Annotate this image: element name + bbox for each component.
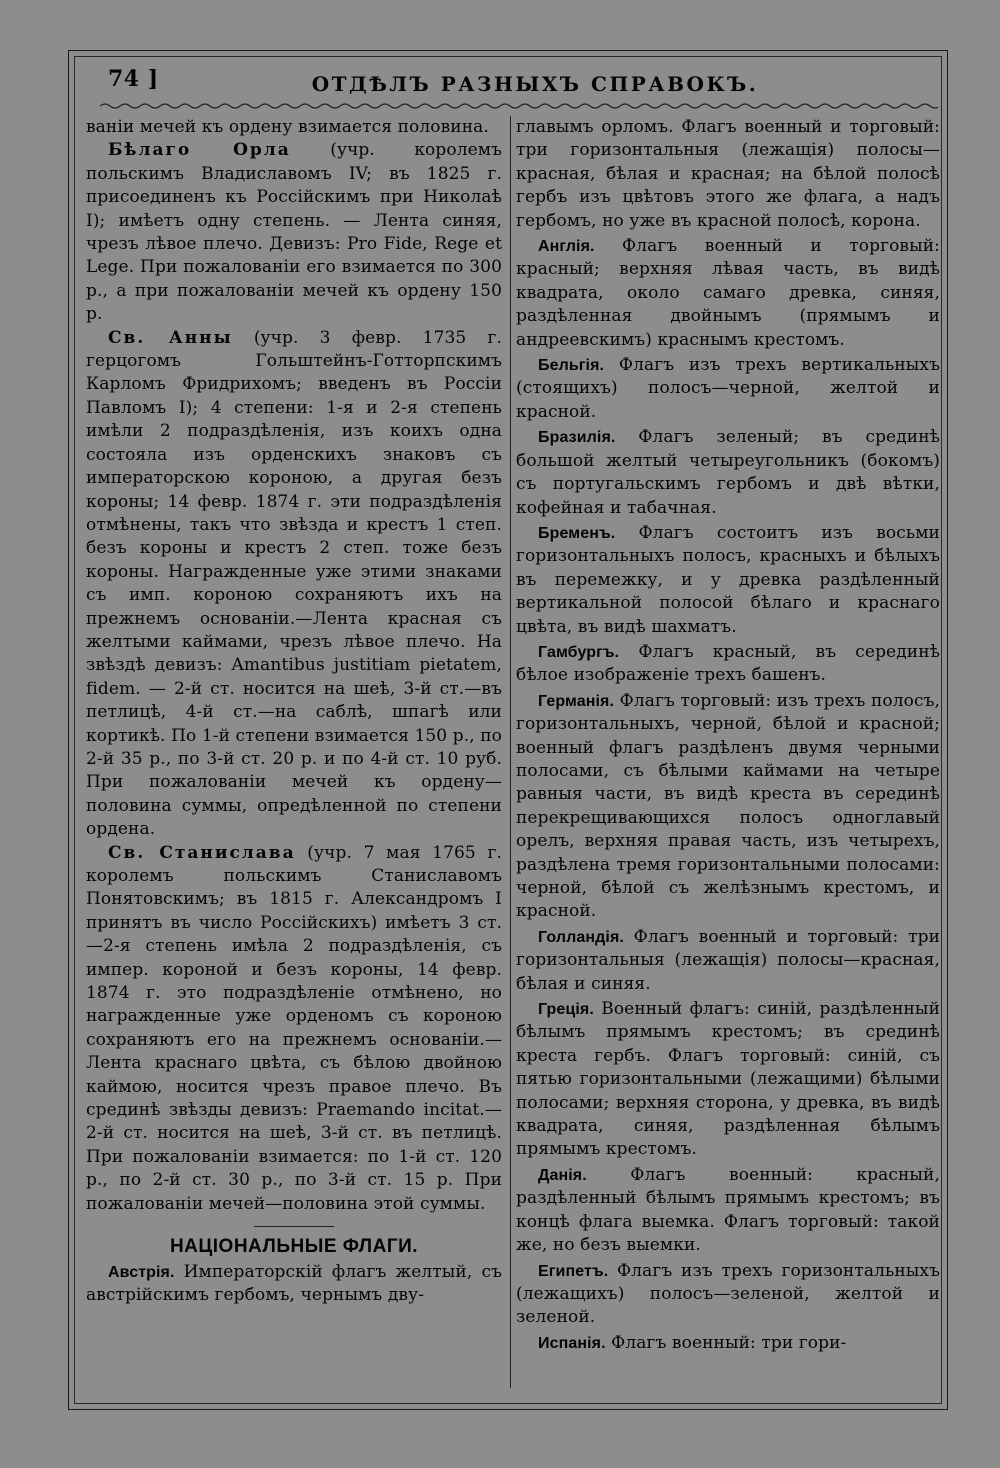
order-st-anna: Св. Анны (учр. 3 февр. 1735 г. герцогомъ Гольштейнъ-Готторпскимъ Карломъ Фридрихомъ; введенъ въ Россіи Павломъ I); 4 степени: 1-я и 2-я степень имѣли 2 подраздѣленія, изъ коихъ одна состояла изъ орденскихъ знаковъ съ императорскою короною, а другая безъ короны; 14 февр. 1874 г. эти подраздѣленія отмѣнены, такъ что звѣзда и крестъ 1 степ. безъ короны и крестъ 2 степ. тоже безъ короны. Награжденные уже этими знаками съ имп. короною сохраняютъ ихъ на прежнемъ основаніи.—Лента красная съ желтыми каймами, чрезъ лѣвое плечо. На звѣздѣ девизъ: Amantibus justitiam pietatem, fidem. — 2-й ст. носится на шеѣ, 3-й ст.—въ петлицѣ, 4-й ст.—на саблѣ, шпагѣ или кортикѣ. По 1-й степени взимается 150 р., по 2-й 35 р., по 3-й ст. 20 р. и по 4-й ст. 10 руб. При пожалованіи мечей къ ордену—половина суммы, опредѣленной по степени ордена. (86, 327, 502, 840)
flag-england: Англія. Флагъ военный и торговый: красный; верхняя лѣвая часть, въ видѣ квадрата, около самаго древка, синяя, раздѣленная двойнымъ (прямымъ и андреевскимъ) краснымъ крестомъ. (516, 236, 940, 350)
country-name: Данія. (538, 1166, 587, 1184)
country-name: Бременъ. (538, 524, 616, 542)
flag-germany: Германія. Флагъ торговый: изъ трехъ полосъ, горизонтальныхъ, черной, бѣлой и красной; военный флагъ раздѣленъ двумя черными полосами, съ бѣлыми каймами на четыре равныя части, въ видѣ креста въ серединѣ перекрещивающихся полосъ одноглавый орелъ, верхняя правая часть, изъ четырехъ, раздѣлена тремя горизонтальными полосами: черной, бѣлой съ желѣзнымъ крестомъ, и красной. (516, 690, 940, 922)
country-name: Бразилія. (538, 429, 616, 447)
flag-bremen: Бременъ. Флагъ состоитъ изъ восьми горизонтальныхъ полосъ, красныхъ и бѣлыхъ въ перемежку, и у древка раздѣленный вертикальной полосой бѣлаго и краснаго цвѣта, въ видѣ шахматъ. (516, 522, 940, 637)
flag-denmark: Данія. Флагъ военный: красный, раздѣленный бѣлымъ прямымъ крестомъ; въ концѣ флага выемка. Флагъ торговый: такой же, но безъ выемки. (516, 1164, 940, 1256)
wavy-rule (100, 100, 938, 112)
order-name: Св. Анны (108, 327, 233, 348)
flag-hamburg: Гамбургъ. Флагъ красный, въ серединѣ бѣлое изображеніе трехъ башенъ. (516, 641, 940, 686)
page-number: 74 ] (108, 66, 159, 92)
flag-belgium: Бельгія. Флагъ изъ трехъ вертикальныхъ (стоящихъ) полосъ—черной, желтой и красной. (516, 355, 940, 422)
flag-holland: Голландія. Флагъ военный и торговый: три горизонтальныя (лежащія) полосы—красная, бѣлая и синяя. (516, 926, 940, 994)
country-name: Англія. (538, 238, 595, 256)
country-name: Бельгія. (538, 357, 605, 375)
flag-austria: Австрія. Императорскій флагъ желтый, съ австрійскимъ гербомъ, чернымъ дву- (86, 1261, 502, 1305)
order-st-stanislav: Св. Станислава (учр. 7 мая 1765 г. королемъ польскимъ Станиславомъ Понятовскимъ; въ 1815 г. Александромъ I принятъ въ число Россійскихъ) имѣетъ 3 ст.—2-я степень имѣла 2 подраздѣленія, съ импер. короной и безъ короны, 14 февр. 1874 г. это подраздѣленіе отмѣнено, но награжденные уже орденомъ съ короною сохраняютъ его на прежнемъ основаніи.—Лента краснаго цвѣта, съ бѣлою двойною каймою, носится чрезъ правое плечо. Въ срединѣ звѣзды девизъ: Praemando incitat.—2-й ст. носится на шеѣ, 3-й ст. въ петлицѣ. При пожалованіи взимается: по 1-й ст. 120 р., по 2-й ст. 30 р., по 3-й ст. 15 р. При пожалованіи мечей—половина этой суммы. (86, 842, 502, 1214)
page-header (100, 62, 940, 102)
flag-greece: Греція. Военный флагъ: синій, раздѣленный бѣлымъ прямымъ крестомъ; въ срединѣ креста гербъ. Флагъ торговый: синій, съ пятью горизонтальными (лежащими) бѣлыми полосами; верхняя сторона, у древка, въ видѣ квадрата, синяя, раздѣленная бѣлымъ прямымъ крестомъ. (516, 999, 940, 1160)
flag-egypt: Египетъ. Флагъ изъ трехъ горизонтальныхъ (лежащихъ) полосъ—зеленой, желтой и зеленой. (516, 1260, 940, 1328)
column-divider (510, 116, 511, 1388)
section-divider (254, 1226, 334, 1227)
order-white-eagle: Бѣлаго Орла (учр. королемъ польскимъ Владиславомъ IV; въ 1825 г. присоединенъ къ Россійскимъ при Николаѣ I); имѣетъ одну степень. — Лента синяя, чрезъ лѣвое плечо. Девизъ: Pro Fide, Rege et Lege. При пожалованіи его взимается по 300 р., а при пожалованіи мечей къ ордену 150 р. (86, 140, 502, 325)
country-name: Австрія. (108, 1263, 175, 1281)
country-name: Греція. (538, 1001, 594, 1019)
flag-spain: Испанія. Флагъ военный: три гори- (538, 1332, 847, 1353)
country-name: Египетъ. (538, 1262, 609, 1280)
order-name: Св. Станислава (108, 842, 296, 863)
country-name: Гамбургъ. (538, 643, 620, 661)
order-name: Бѣлаго Орла (108, 140, 291, 161)
section-title: НАЦІОНАЛЬНЫЕ ФЛАГИ. (169, 1236, 419, 1258)
running-title: ОТДѢЛЪ РАЗНЫХЪ СПРАВОКЪ. (311, 72, 759, 96)
left-column (86, 116, 502, 1396)
paragraph-continuation: ваніи мечей къ ордену взимается половина. (86, 117, 489, 137)
right-column (516, 116, 940, 1396)
country-name: Голландія. (538, 928, 624, 946)
flag-brazil: Бразилія. Флагъ зеленый; въ срединѣ большой желтый четыреугольникъ (бокомъ) съ португальскимъ гербомъ и двѣ вѣтки, кофейная и табачная. (516, 427, 940, 518)
country-name: Германія. (538, 692, 615, 710)
paragraph-continuation: главымъ орломъ. Флагъ военный и торговый: три горизонтальныя (лежащія) полосы—красная, бѣлая и красная; на бѣлой полосѣ гербъ изъ цвѣтовъ этого же флага, а надъ гербомъ, но уже въ красной полосѣ, корона. (516, 117, 940, 231)
country-name: Испанія. (538, 1334, 606, 1352)
